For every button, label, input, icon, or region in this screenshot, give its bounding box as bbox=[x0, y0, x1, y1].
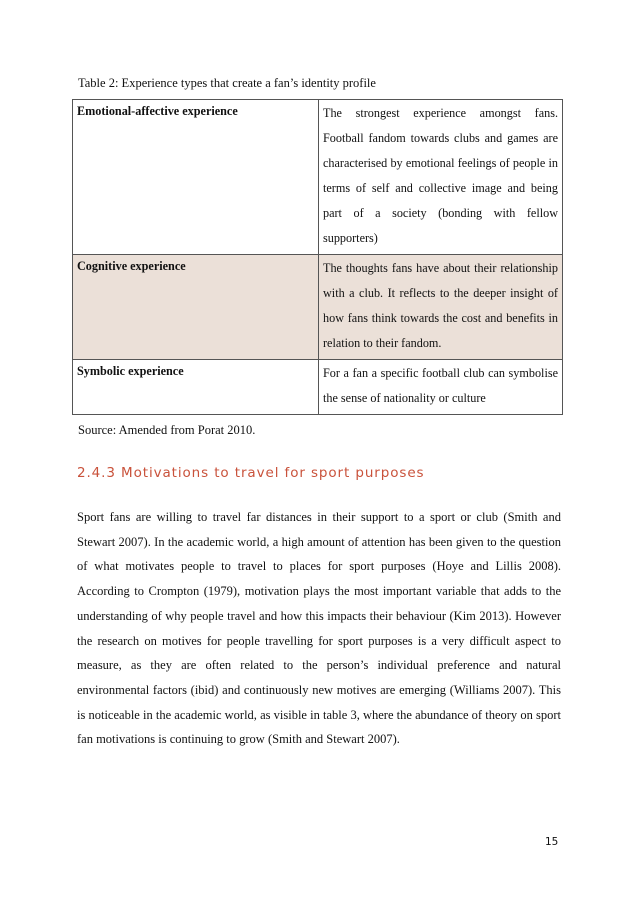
experience-type-cell: Symbolic experience bbox=[73, 360, 319, 415]
experience-type-cell: Cognitive experience bbox=[73, 255, 319, 360]
table-row bbox=[73, 360, 563, 415]
table-row bbox=[73, 100, 563, 255]
experience-description-cell: The strongest experience amongst fans. Football fandom towards clubs and games are characterised by emotional feelings of people in terms of self and collective image and being part of a society (bonding with fellow supporters) bbox=[319, 100, 563, 255]
page-number: 15 bbox=[545, 836, 559, 848]
body-paragraph: Sport fans are willing to travel far distances in their support to a sport or club (Smith and Stewart 2007). In the academic world, a high amount of attention has been given to the question of what motivates people to travel to places for sport purposes (Hoye and Lillis 2008). According to Crompton (1979), motivation plays the most important variable that adds to the understanding of why people travel and how this impacts their behaviour (Kim 2013). However the research on motives for people travelling for sport purposes is a very difficult aspect to measure, as they are often related to the person’s individual preference and natural environmental factors (ibid) and continuously new motives are emerging (Williams 2007). This is noticeable in the academic world, as visible in table 3, where the abundance of theory on sport fan motivations is continuing to grow (Smith and Stewart 2007). bbox=[77, 510, 561, 747]
experience-type-cell: Emotional-affective experience bbox=[73, 100, 319, 255]
experience-description-cell: For a fan a specific football club can symbolise the sense of nationality or culture bbox=[319, 360, 563, 415]
table-row bbox=[73, 255, 563, 360]
section-heading: 2.4.3 Motivations to travel for sport purposes bbox=[77, 465, 425, 481]
experience-description-cell: The thoughts fans have about their relationship with a club. It reflects to the deeper insight of how fans think towards the cost and benefits in relation to their fandom. bbox=[319, 255, 563, 360]
table-caption: Table 2: Experience types that create a fan’s identity profile bbox=[78, 76, 376, 90]
experience-types-table bbox=[72, 99, 563, 415]
table-source: Source: Amended from Porat 2010. bbox=[78, 423, 256, 437]
